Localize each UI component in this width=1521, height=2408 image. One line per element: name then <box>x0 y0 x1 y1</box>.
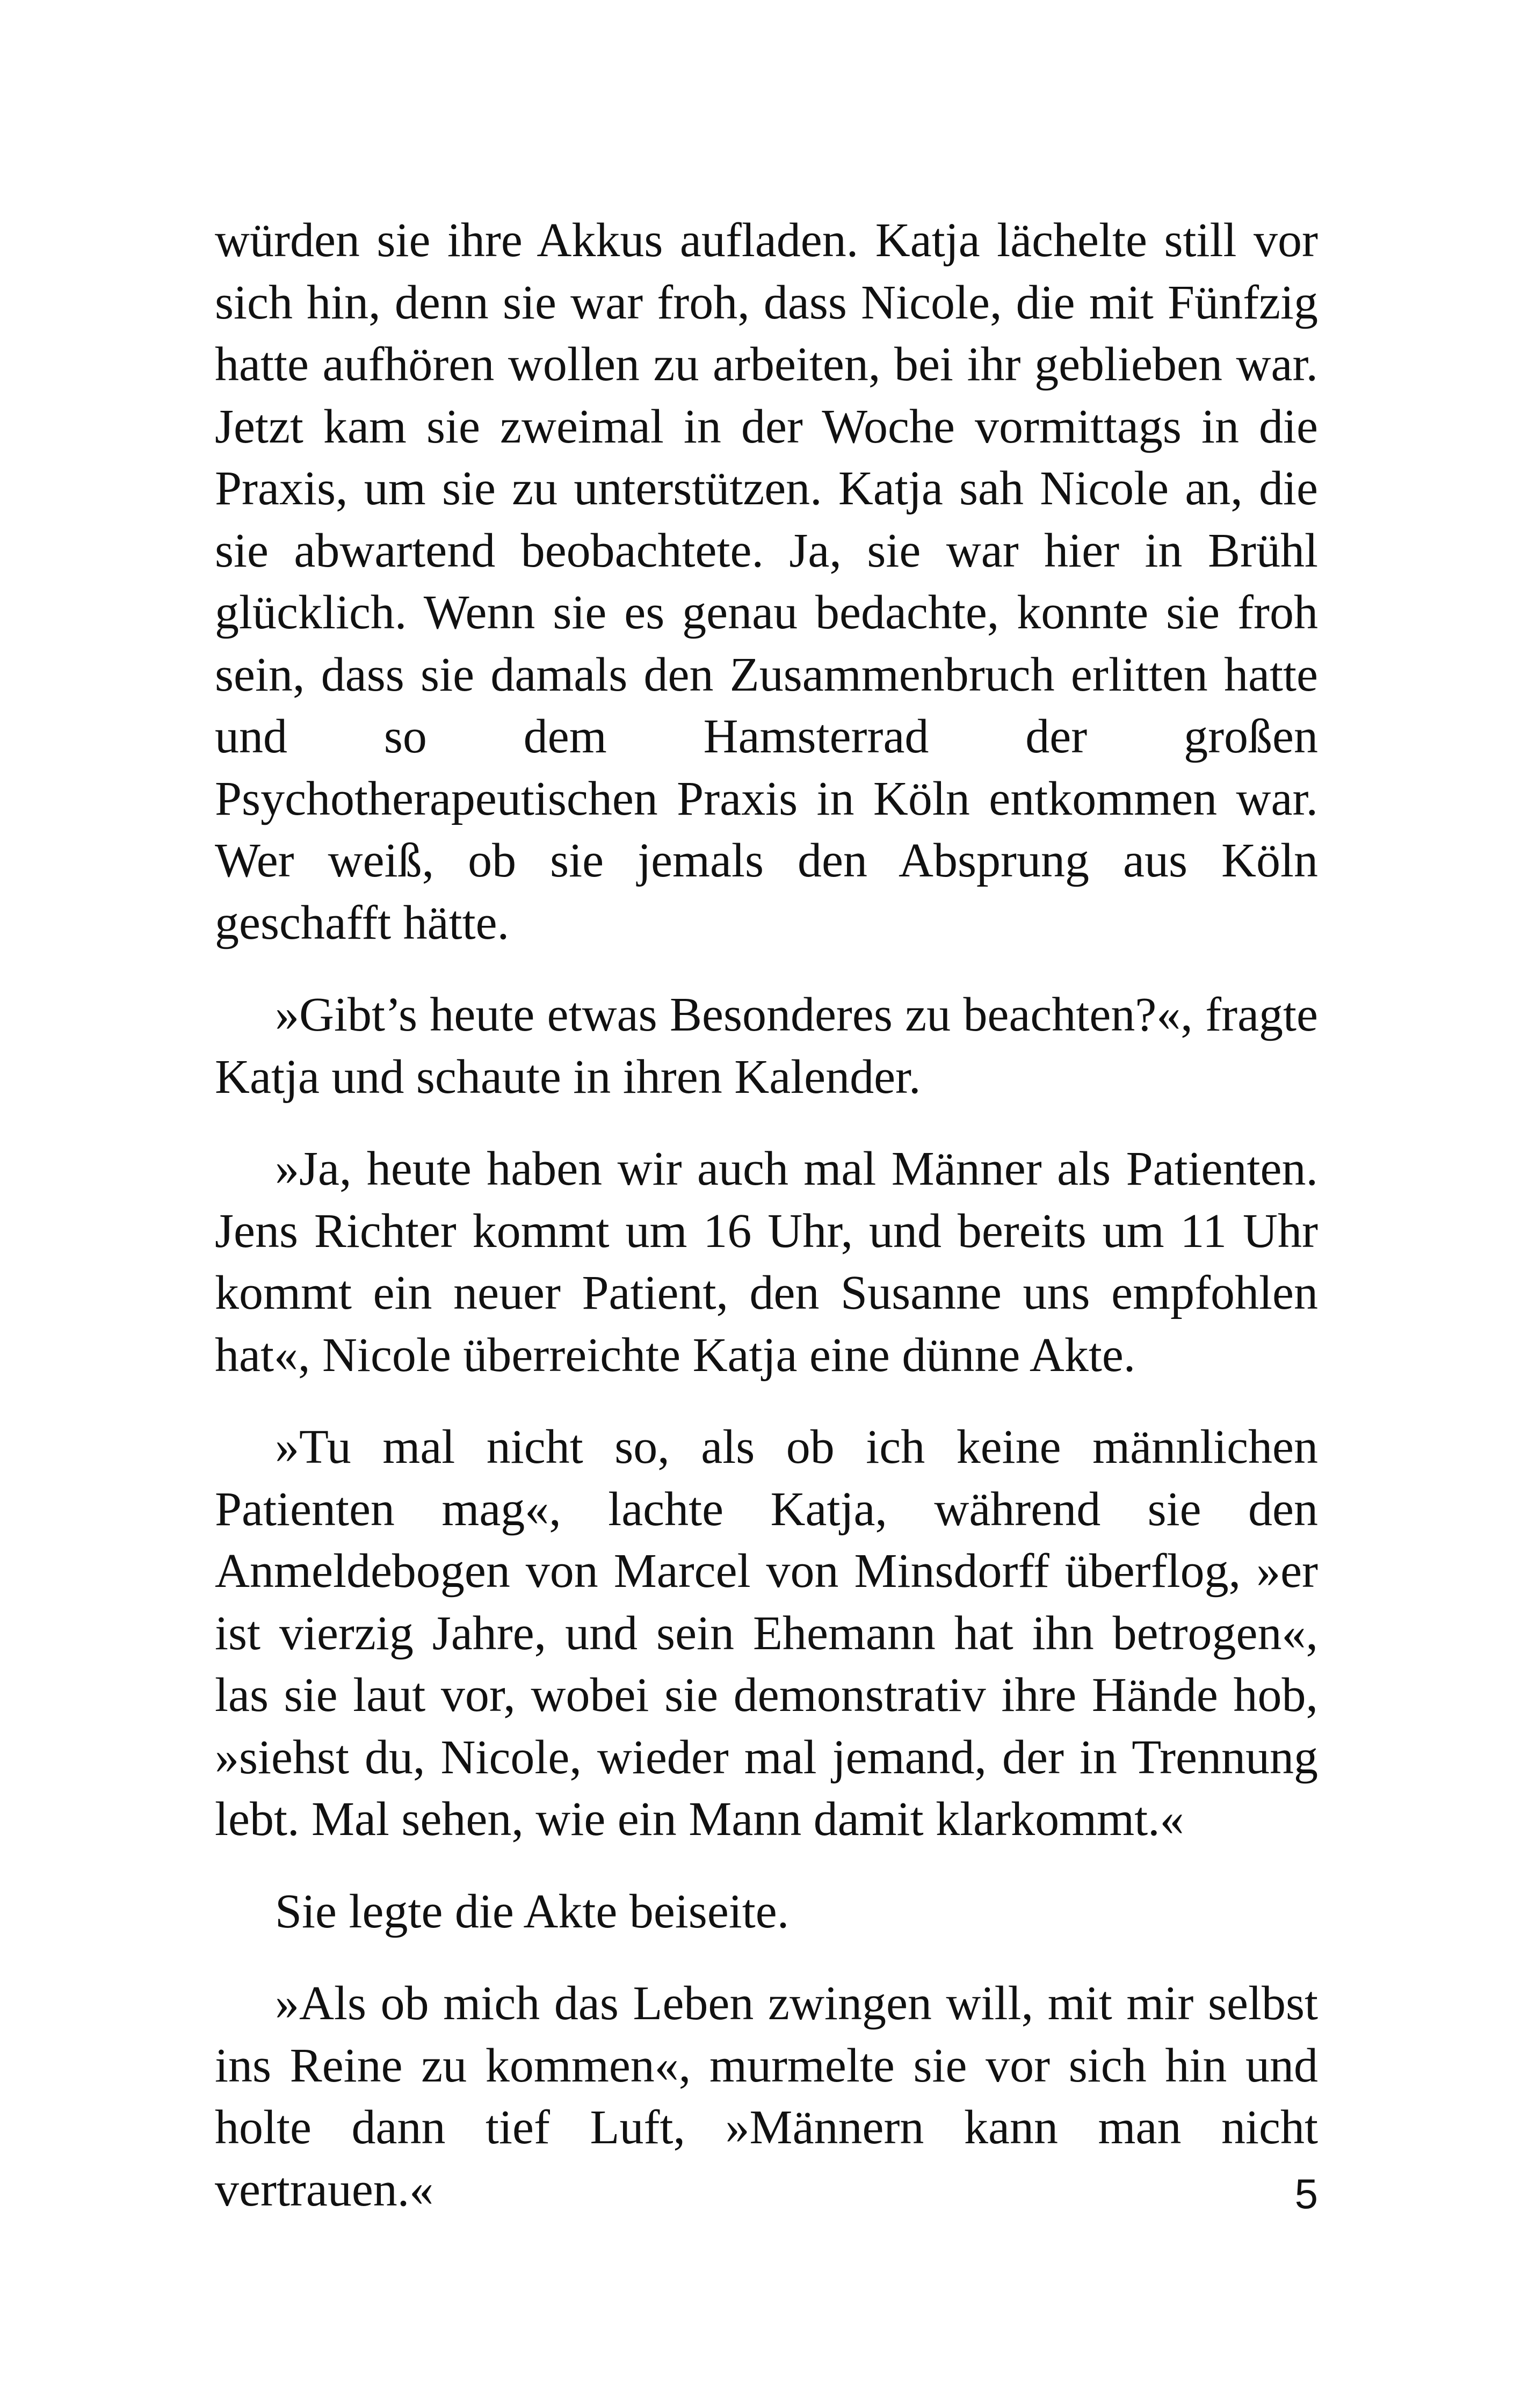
body-text <box>215 209 1318 2251</box>
paragraph-3: »Ja, heute haben wir auch mal Männer als Patienten. Jens Richter kommt um 16 Uhr, und bereits um 11 Uhr kommt ein neuer Patient, den Susanne uns empfohlen hat«, Nicole überreichte Katja eine dünne Akte. <box>215 1142 1318 1382</box>
paragraph-5: Sie legte die Akte beiseite. <box>275 1884 790 1938</box>
paragraph-4: »Tu mal nicht so, als ob ich keine männlichen Patienten mag«, lachte Katja, während sie den Anmeldebogen von Marcel von Minsdorff überflog, »er ist vierzig Jahre, und sein Ehemann hat ihn betrogen«, las sie laut vor, wobei sie demonstrativ ihre Hände hob, »siehst du, Nicole, wieder mal jemand, der in Trennung lebt. Mal sehen, wie ein Mann damit klarkommt.« <box>215 1420 1318 1846</box>
page-number: 5 <box>1294 2170 1318 2217</box>
paragraph-1: würden sie ihre Akkus aufladen. Katja lächelte still vor sich hin, denn sie war froh, dass Nicole, die mit Fünfzig hatte aufhören wollen zu arbeiten, bei ihr geblieben war. Jetzt kam sie zweimal in der Woche vormittags in die Praxis, um sie zu unterstützen. Katja sah Nicole an, die sie abwartend beobachtete. Ja, sie war hier in Brühl glücklich. Wenn sie es genau bedachte, konnte sie froh sein, dass sie damals den Zusammenbruch erlitten hatte und so dem Hamsterrad der großen Psychotherapeutischen Praxis in Köln entkommen war. Wer weiß, ob sie jemals den Absprung aus Köln geschafft hätte. <box>215 214 1318 949</box>
paragraph-2: »Gibt’s heute etwas Besonderes zu beachten?«, fragte Katja und schaute in ihren Kalender. <box>215 988 1318 1104</box>
paragraph-6: »Als ob mich das Leben zwingen will, mit mir selbst ins Reine zu kommen«, murmelte sie vor sich hin und holte dann tief Luft, »Männern kann man nicht vertrauen.« <box>215 1977 1318 2216</box>
